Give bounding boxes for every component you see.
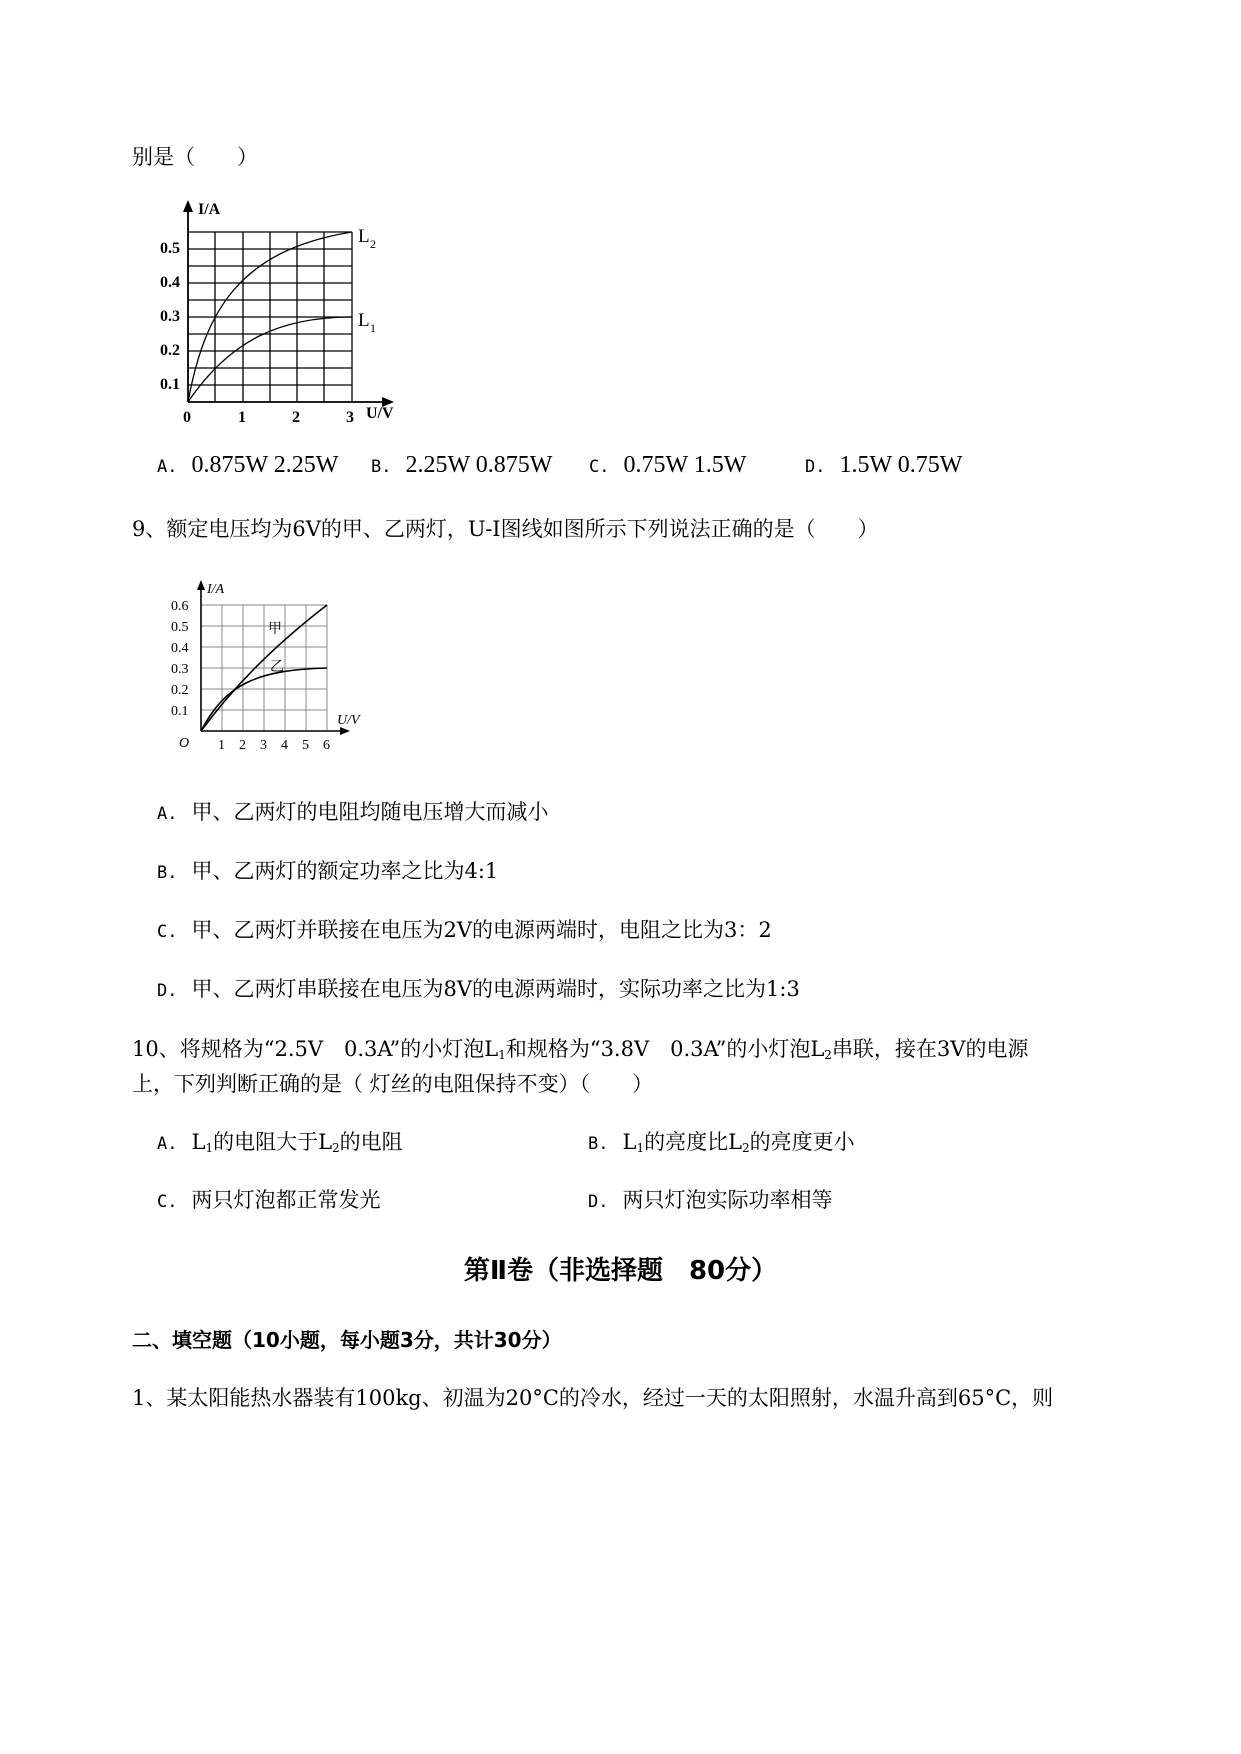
q9-x-tick: 2 <box>239 738 246 753</box>
q8-y-tick: 0.4 <box>160 274 180 291</box>
q9-label-jia: 甲 <box>268 622 282 637</box>
q8-option-c[interactable]: C. 0.75W 1.5W <box>589 452 747 478</box>
q10-stem-line1: 10、将规格为“2.5V 0.3A”的小灯泡$L_1$和规格为“3.8V 0.3A”的小灯泡$L_2$串联，接在3V的电源 <box>132 1037 1029 1062</box>
q8-iu-graph <box>150 190 420 430</box>
q8-stem-tail: 别是（ ） <box>132 145 258 169</box>
q9-x-tick: 6 <box>323 738 330 753</box>
q9-y-tick: 0.2 <box>171 683 189 698</box>
q8-label-l1-sub: 1 <box>370 321 376 335</box>
q9-y-tick: 0.6 <box>171 599 189 614</box>
q8-x-tick: 3 <box>346 409 354 426</box>
q8-y-tick: 0.1 <box>160 376 180 393</box>
q9-x-tick: 4 <box>281 738 288 753</box>
q8-option-b[interactable]: B. 2.25W 0.875W <box>371 452 553 478</box>
q8-x-axis-label: U/V <box>366 405 394 422</box>
q10-option-b[interactable]: B. $L_1$的亮度比$L_2$的亮度更小 <box>588 1130 855 1155</box>
q9-y-tick: 0.4 <box>171 641 189 656</box>
q9-option-b[interactable]: B. 甲、乙两灯的额定功率之比为4:1 <box>157 859 499 883</box>
q9-y-tick: 0.5 <box>171 620 189 635</box>
section2-title: 二、填空题（10小题，每小题3分，共计30分） <box>132 1328 562 1352</box>
fill-q1-stem: 1、某太阳能热水器装有100kg、初温为20°C的冷水，经过一天的太阳照射，水温升高到65°C，则 <box>132 1386 1054 1410</box>
q10-option-c[interactable]: C. 两只灯泡都正常发光 <box>157 1188 381 1212</box>
q8-option-a[interactable]: A. 0.875W 2.25W <box>157 452 339 478</box>
q8-x-tick: 2 <box>292 409 300 426</box>
q8-x-tick: 1 <box>238 409 246 426</box>
q8-y-tick: 0.3 <box>160 308 180 325</box>
q9-x-axis-label: U/V <box>337 713 360 728</box>
q9-stem: 9、额定电压均为6V的甲、乙两灯，U-I图线如图所示下列说法正确的是（ ） <box>132 517 879 541</box>
q9-option-a[interactable]: A. 甲、乙两灯的电阻均随电压增大而减小 <box>157 800 549 824</box>
q8-y-axis-label: I/A <box>198 201 221 218</box>
q9-y-tick: 0.3 <box>171 662 189 677</box>
q9-option-c[interactable]: C. 甲、乙两灯并联接在电压为2V的电源两端时，电阻之比为3：2 <box>157 918 772 942</box>
q9-option-d[interactable]: D. 甲、乙两灯串联接在电压为8V的电源两端时，实际功率之比为1:3 <box>157 977 800 1001</box>
q10-stem-line2: 上，下列判断正确的是（ 灯丝的电阻保持不变）（ ） <box>132 1072 654 1096</box>
q9-x-tick: 1 <box>218 738 225 753</box>
q8-y-tick: 0.2 <box>160 342 180 359</box>
q8-origin: 0 <box>183 409 191 426</box>
part2-title: 第Ⅱ卷（非选择题 80分） <box>463 1256 778 1286</box>
q8-label-l1: L <box>358 310 370 331</box>
q8-label-l2: L <box>358 226 370 247</box>
q9-ui-graph <box>165 575 375 755</box>
q9-label-yi: 乙 <box>270 660 284 675</box>
q9-y-tick: 0.1 <box>171 704 189 719</box>
q10-option-d[interactable]: D. 两只灯泡实际功率相等 <box>588 1188 833 1212</box>
q8-option-d[interactable]: D. 1.5W 0.75W <box>805 452 963 478</box>
q8-y-tick: 0.5 <box>160 240 180 257</box>
q9-origin: O <box>179 736 190 751</box>
q10-option-a[interactable]: A. $L_1$的电阻大于$L_2$的电阻 <box>157 1130 403 1155</box>
q8-label-l2-sub: 2 <box>370 237 376 251</box>
q9-x-tick: 5 <box>302 738 309 753</box>
q9-y-axis-label: I/A <box>207 582 225 597</box>
q9-x-tick: 3 <box>260 738 267 753</box>
